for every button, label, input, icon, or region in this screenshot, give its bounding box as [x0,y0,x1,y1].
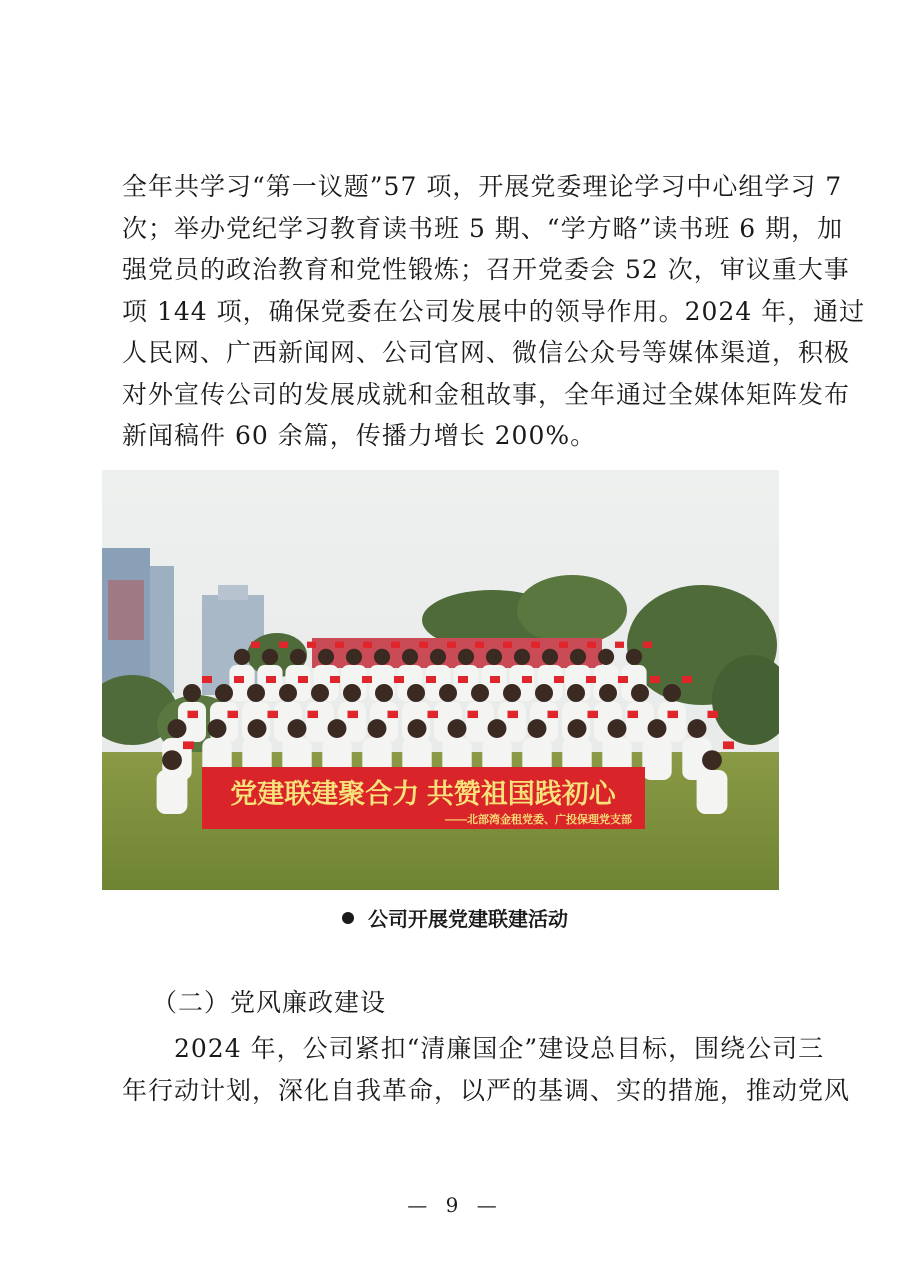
flag-icon [468,711,479,718]
paragraph-line: 全年共学习“第一议题”57 项，开展党委理论学习中心组学习 7 [122,172,843,201]
person-head [608,719,627,738]
flag-icon [426,676,436,683]
flag-icon [490,676,500,683]
person-head [402,649,418,665]
flag-icon [650,676,660,683]
person-head [247,684,265,702]
flag-icon [682,676,692,683]
person-head [343,684,361,702]
person-head [208,719,227,738]
flag-icon [234,676,244,683]
bullet-icon [342,912,354,924]
paragraph-line: 年行动计划，深化自我革命，以严的基调、实的措施，推动党风 [122,1075,851,1105]
flag-icon [554,676,564,683]
photo-caption [0,905,910,933]
flag-icon [183,741,194,749]
person-head [514,649,530,665]
paragraph-line: 强党员的政治教育和党性锻炼；召开党委会 52 次，审议重大事 [122,255,850,284]
flag-icon [587,642,596,648]
person-head [318,649,334,665]
paragraph-line: 对外宣传公司的发展成就和金租故事，全年通过全媒体矩阵发布 [122,379,851,409]
flag-icon [391,642,400,648]
banner-slogan: 党建联建聚合力 共赞祖国践初心 [230,779,616,809]
banner-signature: ——北部湾金租党委、广投保理党支部 [445,814,632,826]
flag-icon [668,711,679,718]
flag-icon [548,711,559,718]
person-head [648,719,667,738]
flag-icon [335,642,344,648]
flag-icon [522,676,532,683]
person-head [542,649,558,665]
person-head [215,684,233,702]
person-head [598,649,614,665]
person-figure [642,738,671,780]
person-head [407,684,425,702]
flag-icon [475,642,484,648]
flag-icon [723,741,734,749]
flag-icon [531,642,540,648]
person-head [248,719,267,738]
person-head [626,649,642,665]
person-head [168,719,187,738]
flag-icon [307,642,316,648]
person-figure [626,702,654,742]
caption-text: 公司开展党建联建活动 [368,907,568,931]
page-number: — 9 — [407,1193,503,1217]
person-head [528,719,547,738]
flag-icon [708,711,719,718]
person-head [374,649,390,665]
flag-icon [202,676,212,683]
person-figure [697,770,728,814]
person-head [311,684,329,702]
flag-icon [419,642,428,648]
person-head [183,684,201,702]
flag-icon [188,711,199,718]
person-head [503,684,521,702]
person-head [279,684,297,702]
person-figure [306,702,334,742]
person-head [599,684,617,702]
flag-icon [615,642,624,648]
paragraph-line: 次；举办党纪学习教育读书班 5 期、“学方略”读书班 6 期，加 [122,213,844,243]
paragraph-line: 人民网、广西新闻网、公司官网、微信公众号等媒体渠道，积极 [122,338,851,367]
flag-icon [268,711,279,718]
paragraph-line: 2024 年，公司紧扣“清廉国企”建设总目标，围绕公司三 [122,1034,825,1063]
person-head [631,684,649,702]
person-head [408,719,427,738]
flag-icon [363,642,372,648]
flag-icon [228,711,239,718]
person-head [568,719,587,738]
person-head [702,750,722,770]
person-head [663,684,681,702]
flag-icon [388,711,399,718]
person-head [688,719,707,738]
person-head [535,684,553,702]
person-head [368,719,387,738]
person-head [234,649,250,665]
person-figure [157,770,188,814]
flag-icon [503,642,512,648]
paragraph-line: 新闻稿件 60 余篇，传播力增长 200%。 [122,421,597,450]
person-head [262,649,278,665]
person-head [162,750,182,770]
person-head [458,649,474,665]
person-head [328,719,347,738]
flag-icon [394,676,404,683]
flag-icon [279,642,288,648]
flag-icon [362,676,372,683]
person-head [290,649,306,665]
section-heading: （二）党风廉政建设 [152,988,387,1017]
group-photo-illustration [102,470,779,890]
person-figure [466,702,494,742]
flag-icon [458,676,468,683]
person-head [288,719,307,738]
person-head [488,719,507,738]
person-head [448,719,467,738]
flag-icon [643,642,652,648]
person-head [567,684,585,702]
flag-icon [559,642,568,648]
flag-icon [330,676,340,683]
flag-icon [508,711,519,718]
person-head [471,684,489,702]
person-head [430,649,446,665]
flag-icon [251,642,260,648]
flag-icon [618,676,628,683]
person-head [375,684,393,702]
paragraph-line: 项 144 项，确保党委在公司发展中的领导作用。2024 年，通过 [122,296,866,326]
flag-icon [588,711,599,718]
person-head [439,684,457,702]
person-head [570,649,586,665]
flag-icon [348,711,359,718]
body-paragraph-2 [122,1028,851,1111]
flag-icon [447,642,456,648]
flag-icon [628,711,639,718]
person-head [486,649,502,665]
flag-icon [308,711,319,718]
flag-icon [586,676,596,683]
person-head [346,649,362,665]
body-paragraph [122,166,866,457]
flag-icon [428,711,439,718]
flag-icon [298,676,308,683]
group-photo [102,470,779,890]
flag-icon [266,676,276,683]
